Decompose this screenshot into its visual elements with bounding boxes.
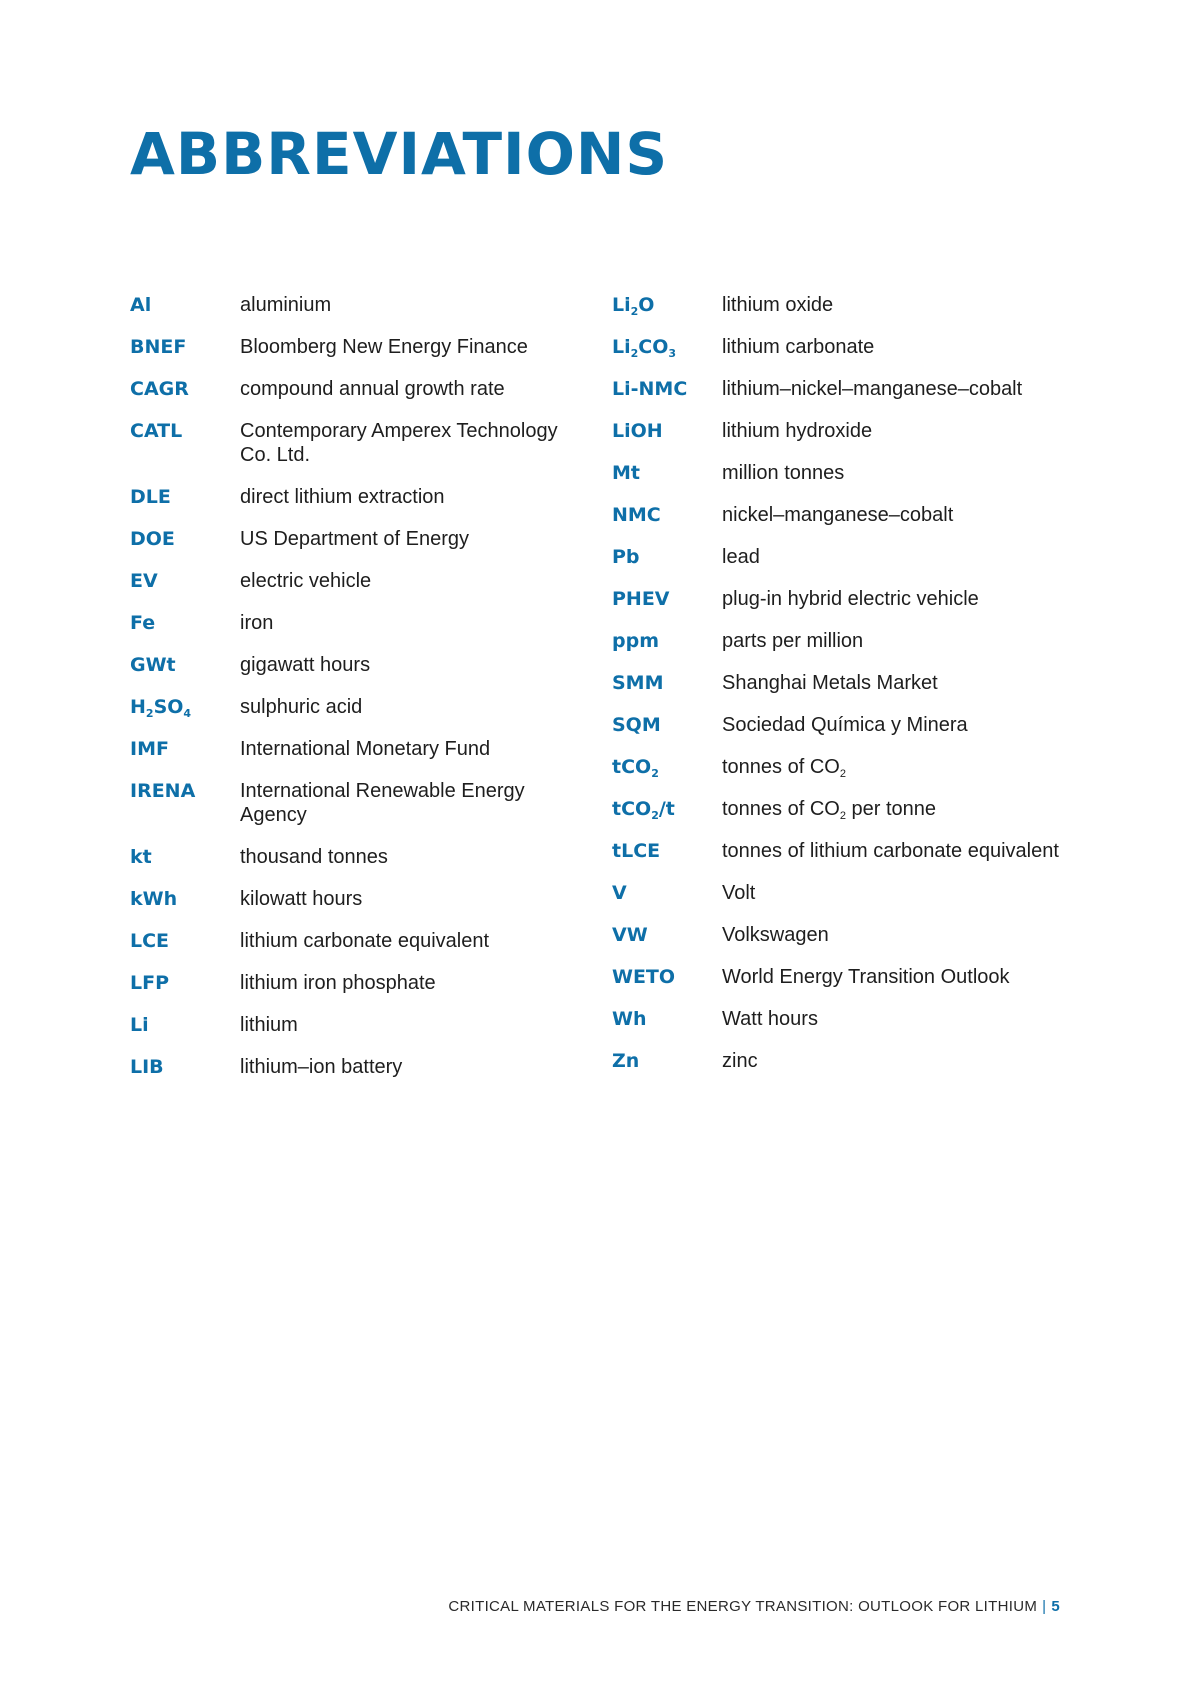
page-title: ABBREVIATIONS [130,120,669,188]
definition: nickel–manganese–cobalt [722,504,954,526]
abbreviation: EV [130,570,158,592]
definition: lithium oxide [722,294,834,316]
list-item [612,503,1062,527]
abbreviation: DOE [130,528,175,550]
abbreviation: IRENA [130,780,196,802]
definition: thousand tonnes [240,846,388,868]
abbreviation: kWh [130,888,178,910]
list-item [612,713,1062,737]
definition: lead [722,546,760,568]
abbreviation: tCO$_2$ [612,756,659,780]
abbreviation: GWt [130,654,176,676]
list-item [612,1007,1062,1031]
definition: International Monetary Fund [240,738,491,760]
abbreviation: IMF [130,738,169,760]
abbreviation: NMC [612,504,661,526]
definition: Contemporary Amperex Technology Co. Ltd. [240,420,558,466]
list-item [130,485,580,509]
definition: tonnes of $CO_2$ per tonne [722,798,937,822]
list-item [130,737,580,761]
abbreviation: LFP [130,972,170,994]
abbreviation: tCO$_2$/t [612,798,675,822]
definition: million tonnes [722,462,845,484]
abbreviation: Li [130,1014,149,1036]
abbreviation: Pb [612,546,640,568]
list-item [130,971,580,995]
list-item [612,461,1062,485]
list-item [130,845,580,869]
list-item [612,881,1062,905]
definition: US Department of Energy [240,528,469,550]
definition: compound annual growth rate [240,378,505,400]
list-item [612,923,1062,947]
definition: zinc [722,1050,758,1072]
definition: electric vehicle [240,570,372,592]
definition: lithium carbonate [722,336,875,358]
list-item [612,419,1062,443]
list-item [130,887,580,911]
list-item [612,545,1062,569]
page-footer [448,1598,1060,1615]
definition: Shanghai Metals Market [722,672,938,694]
abbreviation: Al [130,294,152,316]
footer-separator: | [1042,1598,1047,1615]
definition: parts per million [722,630,864,652]
abbreviations-right-column [612,293,1062,1091]
abbreviation: BNEF [130,336,187,358]
definition: lithium–nickel–manganese–cobalt [722,378,1023,400]
footer-title: CRITICAL MATERIALS FOR THE ENERGY TRANSITION: OUTLOOK FOR LITHIUM [448,1598,1038,1615]
abbreviation: Wh [612,1008,647,1030]
list-item [612,335,1062,359]
list-item [130,1055,580,1079]
abbreviation: LiOH [612,420,663,442]
definition: gigawatt hours [240,654,371,676]
definition: tonnes of $CO_2$ [722,756,846,780]
abbreviation: CAGR [130,378,189,400]
definition: lithium hydroxide [722,420,873,442]
definition: Watt hours [722,1008,818,1030]
list-item [130,929,580,953]
list-item [130,611,580,635]
abbreviation: $Li_2O$ [612,294,655,318]
list-item [612,629,1062,653]
abbreviation: Fe [130,612,156,634]
list-item [130,377,580,401]
definition: lithium iron phosphate [240,972,436,994]
list-item [612,797,1062,821]
abbreviation: Li-NMC [612,378,688,400]
list-item [130,779,580,827]
definition: direct lithium extraction [240,486,445,508]
definition: tonnes of lithium carbonate equivalent [722,840,1059,862]
list-item [130,653,580,677]
definition: lithium–ion battery [240,1056,403,1078]
abbreviation: LIB [130,1056,164,1078]
list-item [612,587,1062,611]
list-item [612,293,1062,317]
definition: World Energy Transition Outlook [722,966,1010,988]
definition: Volkswagen [722,924,829,946]
list-item [612,839,1062,863]
abbreviation: WETO [612,966,676,988]
list-item [130,1013,580,1037]
definition: lithium carbonate equivalent [240,930,490,952]
definition: Sociedad Química y Minera [722,714,968,736]
abbreviation: V [612,882,627,904]
definition: Bloomberg New Energy Finance [240,336,528,358]
abbreviation: kt [130,846,152,868]
page-number: 5 [1051,1598,1060,1615]
definition: lithium [240,1014,298,1036]
list-item [130,695,580,719]
abbreviation: VW [612,924,648,946]
abbreviation: PHEV [612,588,670,610]
list-item [612,377,1062,401]
definition: sulphuric acid [240,696,363,718]
abbreviations-left-column [130,293,580,1097]
definition: iron [240,612,274,634]
abbreviation: Mt [612,462,640,484]
definition: aluminium [240,294,332,316]
abbreviation: $H_2SO_4$ [130,696,192,720]
list-item [130,569,580,593]
list-item [612,755,1062,779]
abbreviation: LCE [130,930,170,952]
definition: Volt [722,882,756,904]
abbreviation: Zn [612,1050,640,1072]
definition: kilowatt hours [240,888,363,910]
list-item [130,419,580,467]
abbreviation: CATL [130,420,183,442]
abbreviation: tLCE [612,840,661,862]
list-item [130,527,580,551]
list-item [130,293,580,317]
list-item [612,1049,1062,1073]
abbreviation: SMM [612,672,664,694]
list-item [612,965,1062,989]
abbreviation: SQM [612,714,661,736]
list-item [130,335,580,359]
list-item [612,671,1062,695]
abbreviation: ppm [612,630,659,652]
abbreviation: $Li_2CO_3$ [612,336,677,360]
definition: plug-in hybrid electric vehicle [722,588,979,610]
definition: International Renewable Energy Agency [240,780,525,826]
abbreviation: DLE [130,486,171,508]
